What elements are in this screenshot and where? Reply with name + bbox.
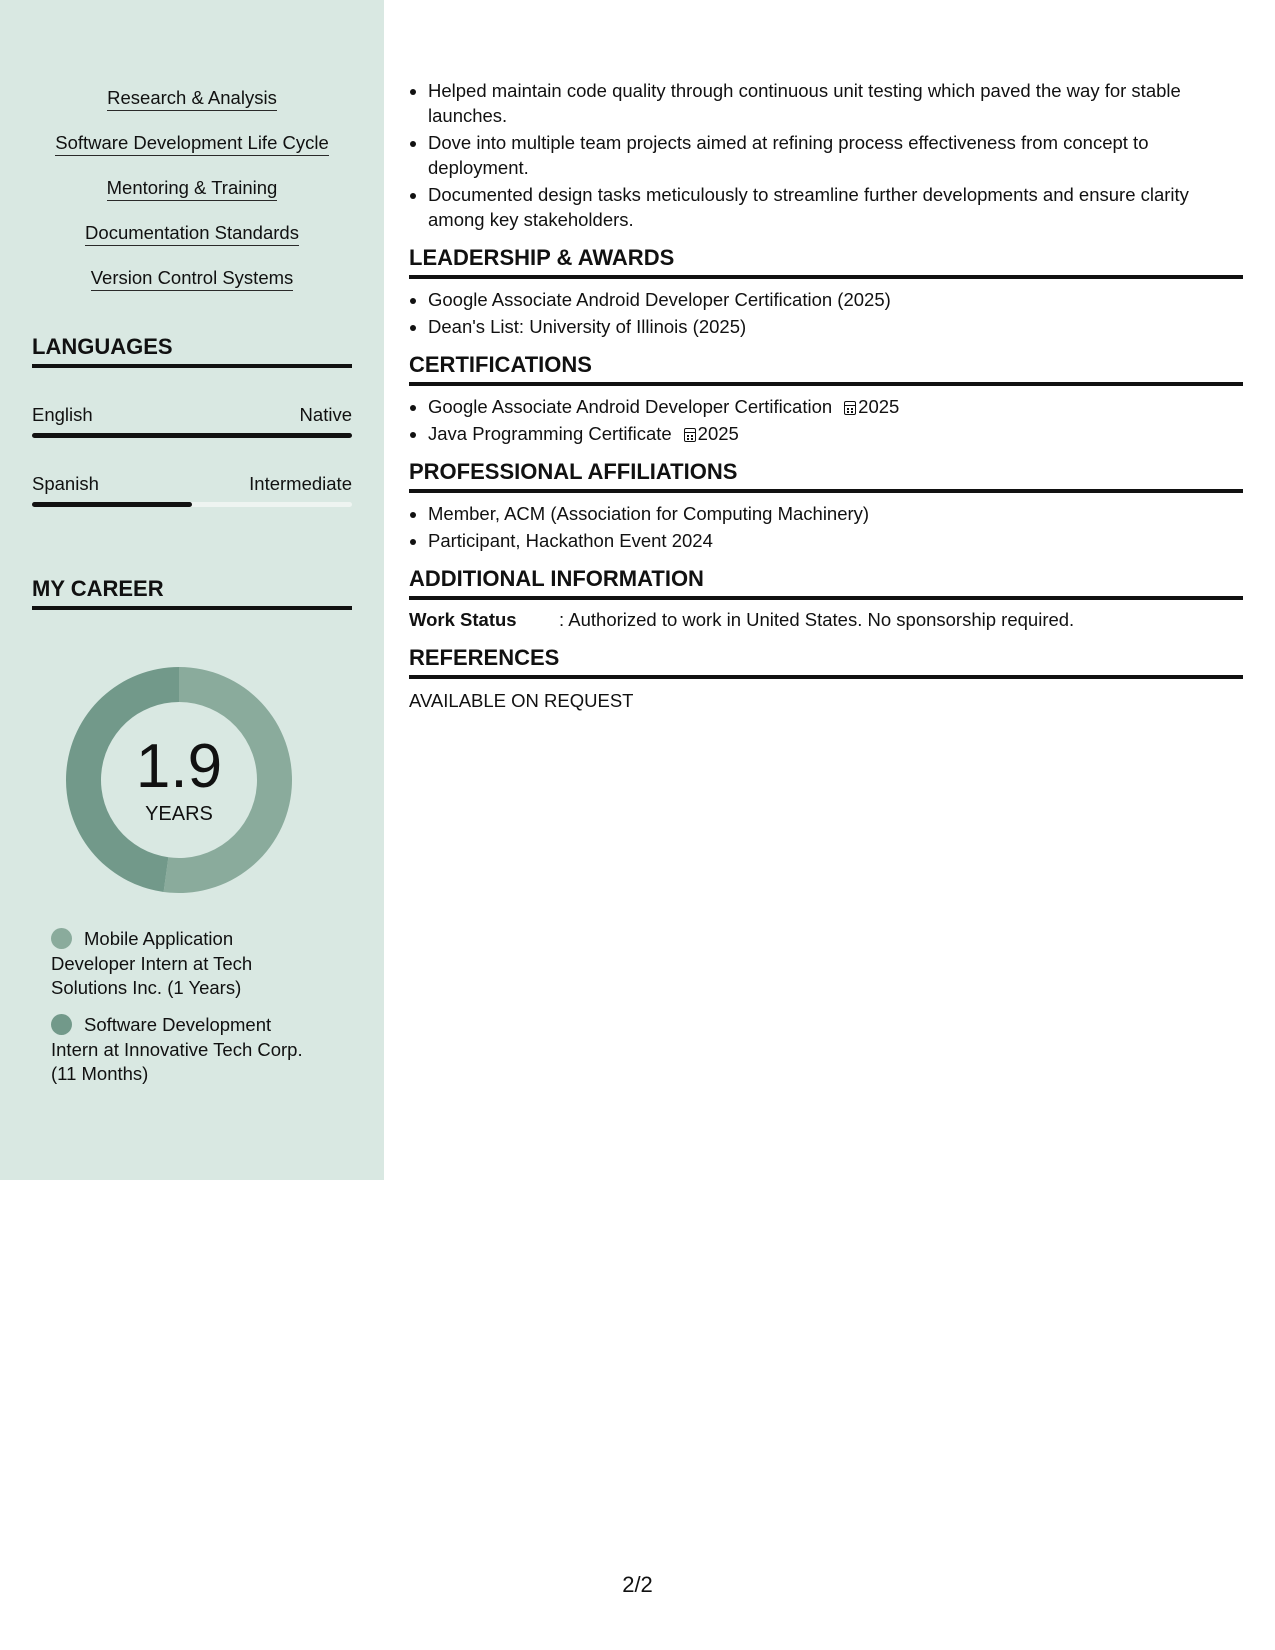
affiliations-heading: PROFESSIONAL AFFILIATIONS: [409, 459, 1243, 493]
main-content: [409, 79, 1243, 713]
affiliations-list: [409, 501, 1243, 553]
certifications-heading: CERTIFICATIONS: [409, 352, 1243, 386]
language-row-spanish: [32, 473, 352, 495]
list-item: [428, 421, 1243, 446]
skills-list: [0, 86, 384, 311]
language-name: Spanish: [32, 473, 99, 494]
list-item: [428, 394, 1243, 419]
certification-year: 2025: [858, 396, 900, 417]
work-status-row: [409, 608, 1243, 632]
skill-item: Research & Analysis: [107, 86, 277, 111]
list-item: • Google Associate Android Developer Certification (2025): [428, 287, 1243, 312]
career-total-unit: YEARS: [145, 803, 213, 825]
skill-item: Software Development Life Cycle: [55, 131, 329, 156]
language-bar-fill: [32, 502, 192, 507]
experience-bullets: [409, 79, 1243, 232]
additional-info-heading: ADDITIONAL INFORMATION: [409, 566, 1243, 600]
list-item: • Documented design tasks meticulously to streamline further developments and ensure clarity among key stakeholders.: [428, 183, 1243, 232]
language-bar-spanish: [32, 502, 352, 507]
career-entry: [51, 1013, 321, 1087]
certification-year: 2025: [697, 423, 739, 444]
calendar-icon: [844, 401, 856, 415]
skill-item: Mentoring & Training: [107, 176, 278, 201]
list-item: • Helped maintain code quality through continuous unit testing which paved the way for stable launches.: [428, 79, 1243, 128]
work-status-value: : Authorized to work in United States. No sponsorship required.: [559, 609, 1075, 630]
career-entry-text: Mobile Application Developer Intern at Tech Solutions Inc. (1 Years): [51, 928, 253, 998]
leadership-list: [409, 287, 1243, 339]
certification-name: Google Associate Android Developer Certification: [428, 396, 833, 417]
career-total-value: 1.9: [135, 732, 223, 801]
languages-heading: LANGUAGES: [32, 334, 352, 368]
references-heading: REFERENCES: [409, 645, 1243, 679]
language-row-english: [32, 404, 352, 426]
sidebar: [0, 0, 384, 1180]
skill-item: Documentation Standards: [85, 221, 299, 246]
language-level: Native: [299, 404, 352, 425]
list-item: • Member, ACM (Association for Computing Machinery): [428, 501, 1243, 526]
calendar-icon: [684, 428, 696, 442]
certification-name: Java Programming Certificate: [428, 423, 672, 444]
leadership-heading: LEADERSHIP & AWARDS: [409, 245, 1243, 279]
language-bar-fill: [32, 433, 352, 438]
list-item: • Dean's List: University of Illinois (2025): [428, 314, 1243, 339]
language-name: English: [32, 404, 93, 425]
career-entry: [51, 927, 321, 1001]
language-level: Intermediate: [249, 473, 352, 494]
language-bar-english: [32, 433, 352, 438]
work-status-label: Work Status: [409, 609, 517, 630]
skill-item: Version Control Systems: [91, 266, 294, 291]
certifications-list: [409, 394, 1243, 446]
career-heading: MY CAREER: [32, 576, 352, 610]
references-text: AVAILABLE ON REQUEST: [409, 690, 634, 711]
list-item: • Dove into multiple team projects aimed at refining process effectiveness from concept to deployment.: [428, 131, 1243, 180]
legend-dot-icon: [51, 1014, 72, 1035]
list-item: • Participant, Hackathon Event 2024: [428, 528, 1243, 553]
career-entry-text: Software Development Intern at Innovative Tech Corp. (11 Months): [51, 1014, 303, 1084]
page-number: 2/2: [622, 1572, 653, 1597]
legend-dot-icon: [51, 928, 72, 949]
